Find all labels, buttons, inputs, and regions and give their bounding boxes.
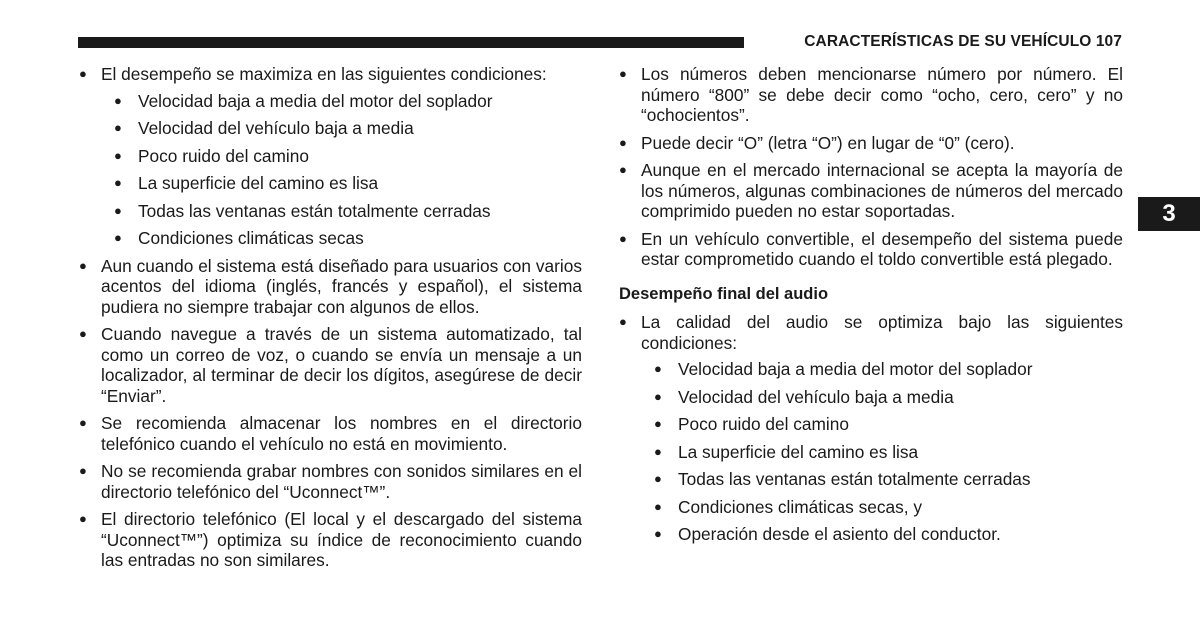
list-item: ● Se recomienda almacenar los nombres en el directorio telefónico cuando el vehículo no está en movimiento.: [78, 413, 582, 454]
sub-list-item: ● Poco ruido del camino: [101, 146, 582, 167]
list-item: ● Los números deben mencionarse número por número. El número “800” se debe decir como “ocho, cero, cero” y no “ochocientos”.: [618, 64, 1123, 126]
sub-list-item: ● Condiciones climáticas secas: [101, 228, 582, 249]
list-item: ● Cuando navegue a través de un sistema automatizado, tal como un correo de voz, o cuando se envía un mensaje a un localizador, al terminar de decir los dígitos, asegúrese de decir “Enviar”.: [78, 324, 582, 406]
running-head: CARACTERÍSTICAS DE SU VEHÍCULO 107: [804, 33, 1122, 50]
sub-list-item: ● Velocidad baja a media del motor del soplador: [641, 359, 1123, 380]
sub-list-item: ● Operación desde el asiento del conductor.: [641, 524, 1123, 545]
list-item: ● No se recomienda grabar nombres con sonidos similares en el directorio telefónico del “Uconnect™”.: [78, 461, 582, 502]
header-rule: [78, 37, 744, 48]
bullet-list: [618, 64, 1123, 270]
sub-bullet-list: [101, 91, 582, 249]
right-column: [618, 64, 1123, 552]
sub-list-item: ● Condiciones climáticas secas, y: [641, 497, 1123, 518]
audio-bullet-list: [618, 312, 1123, 545]
sub-list-item: ● Poco ruido del camino: [641, 414, 1123, 435]
list-item: ● Puede decir “O” (letra “O”) en lugar de “0” (cero).: [618, 133, 1123, 154]
list-item: ● El directorio telefónico (El local y el descargado del sistema “Uconnect™”) optimiza su índice de reconocimiento cuando las entradas no son similares.: [78, 509, 582, 571]
list-item: ● Aun cuando el sistema está diseñado para usuarios con varios acentos del idioma (inglés, francés y español), el sistema pudiera no siempre trabajar con algunos de ellos.: [78, 256, 582, 318]
list-item: ● Aunque en el mercado internacional se acepta la mayoría de los números, algunas combinaciones de números del mercado comprimido pueden no estar soportadas.: [618, 160, 1123, 222]
sub-list-item: ● Velocidad baja a media del motor del soplador: [101, 91, 582, 112]
section-heading: Desempeño final del audio: [619, 284, 829, 303]
sub-list-item: ● La superficie del camino es lisa: [101, 173, 582, 194]
sub-list-item: ● Todas las ventanas están totalmente cerradas: [641, 469, 1123, 490]
sub-list-item: ● Velocidad del vehículo baja a media: [101, 118, 582, 139]
list-item: [78, 64, 582, 249]
left-column: [78, 64, 582, 578]
sub-list-item: ● La superficie del camino es lisa: [641, 442, 1123, 463]
sub-bullet-list: [641, 359, 1123, 545]
list-item: ● En un vehículo convertible, el desempeño del sistema puede estar comprometido cuando el toldo convertible está plegado.: [618, 229, 1123, 270]
sub-list-item: ● Todas las ventanas están totalmente cerradas: [101, 201, 582, 222]
list-item-text: La calidad del audio se optimiza bajo las siguientes condiciones:: [641, 312, 1123, 353]
list-item: [618, 312, 1123, 545]
list-item-text: El desempeño se maximiza en las siguientes condiciones:: [101, 64, 547, 84]
bullet-list: [78, 64, 582, 571]
sub-list-item: ● Velocidad del vehículo baja a media: [641, 387, 1123, 408]
chapter-tab: 3: [1138, 197, 1200, 231]
